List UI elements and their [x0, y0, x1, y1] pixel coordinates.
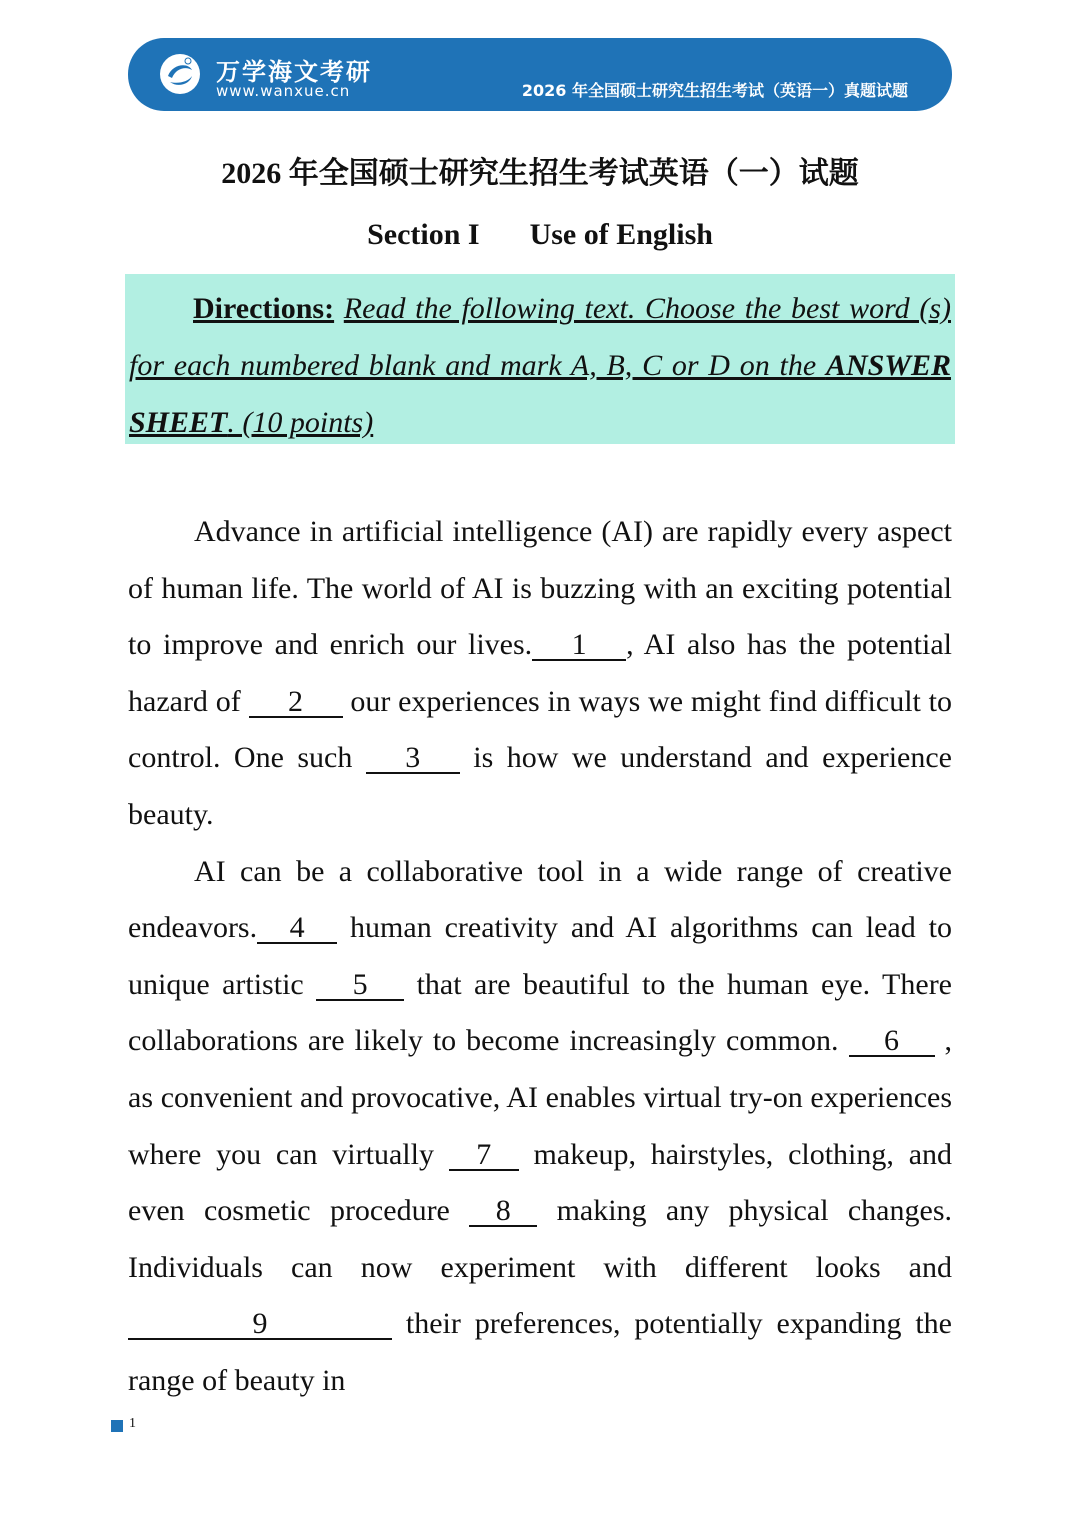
footer-marker [111, 1420, 123, 1432]
passage-text: our experiences in ways we might find difficult to control. One such [128, 684, 952, 775]
blank-3: 3 [366, 744, 460, 774]
section-heading [0, 218, 1080, 252]
directions-points: . (10 points) [227, 406, 374, 439]
passage-text: makeup, hairstyles, clothing, and even cosmetic procedure [128, 1137, 953, 1228]
page-title: 2026 年全国硕士研究生招生考试英语（一）试题 [221, 157, 859, 190]
passage-text: AI can be a collaborative tool in a wide range of creative endeavors. [128, 854, 952, 945]
wanxue-logo-icon [158, 52, 202, 96]
blank-8: 8 [469, 1197, 537, 1227]
directions-box [125, 274, 955, 444]
blank-7: 7 [449, 1141, 519, 1171]
brand-name: 万学海文考研 [216, 58, 372, 86]
passage-text: , AI also has the potential hazard of [128, 628, 953, 718]
section-label: Section I [367, 218, 480, 251]
passage-text: human creativity and AI algorithms can lead to unique artistic [128, 911, 952, 1001]
directions-text [129, 280, 951, 451]
blank-2: 2 [249, 688, 343, 718]
passage-text: making any physical changes. Individuals can now experiment with different looks and [128, 1194, 952, 1284]
answer-sheet-label: ANSWER SHEET [129, 349, 951, 439]
passage-text: , as convenient and provocative, AI enables virtual try-on experiences where you can virtually [128, 1024, 952, 1171]
page-number: 1 [129, 1416, 136, 1431]
header-banner [128, 38, 952, 111]
paragraph-1 [128, 504, 952, 844]
blank-4: 4 [257, 914, 337, 944]
passage [128, 504, 952, 1410]
banner-title: 2026 年全国硕士研究生招生考试（英语一）真题试题 [521, 81, 908, 100]
directions-instruction: Read the following text. Choose the best word (s) for each numbered blank and mark A, B, C or D on the [129, 292, 951, 382]
brand-url: www.wanxue.cn [216, 82, 351, 100]
passage-text: Advance in artificial intelligence (AI) are rapidly every aspect of human life. The world of AI is buzzing with an exciting potential to improve and enrich our lives. [128, 515, 952, 662]
passage-text: their preferences, potentially expanding the range of beauty in [128, 1307, 952, 1397]
passage-text: is how we understand and experience beauty. [128, 741, 952, 831]
paragraph-2 [128, 844, 952, 1410]
blank-1: 1 [532, 631, 626, 661]
blank-9: 9 [128, 1310, 392, 1340]
section-name: Use of English [529, 218, 713, 251]
directions-label: Directions: [193, 292, 335, 325]
passage-text: that are beautiful to the human eye. There collaborations are likely to become increasingly common. [128, 967, 952, 1058]
blank-5: 5 [316, 971, 404, 1001]
blank-6: 6 [849, 1027, 935, 1057]
